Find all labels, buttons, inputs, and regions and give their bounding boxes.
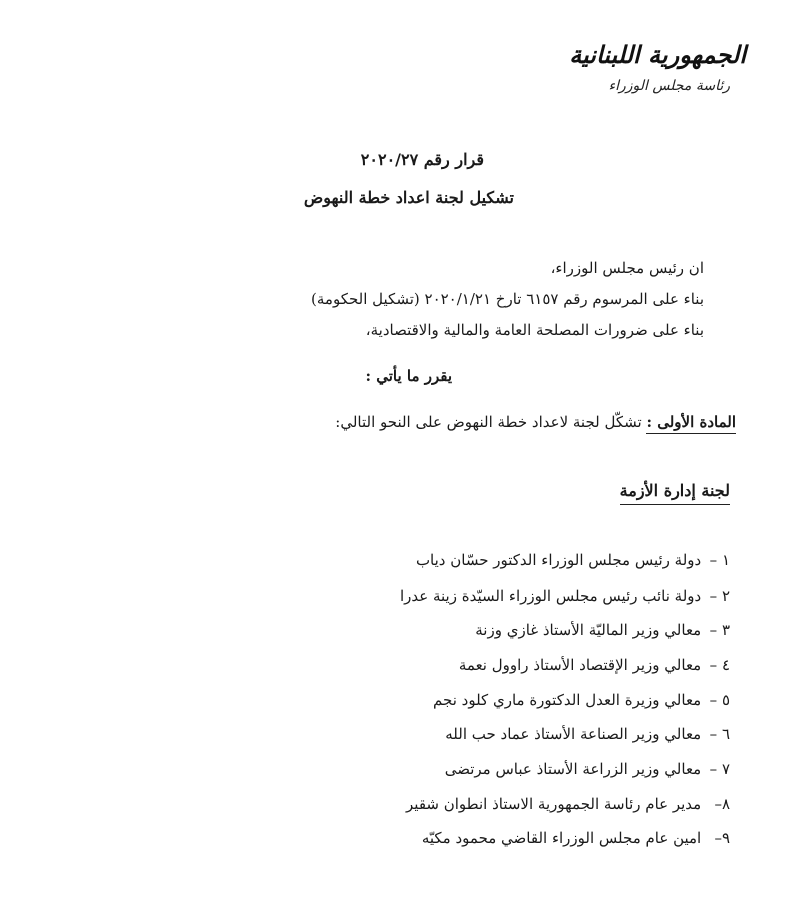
- decision-title: قرار رقم ٢٠٢٠/٢٧: [360, 150, 484, 169]
- member-number: ٧ –: [709, 760, 730, 778]
- member-item: [400, 587, 730, 605]
- member-number: ٤ –: [709, 656, 730, 674]
- member-item: [416, 551, 730, 569]
- preamble-line-2: بناء على المرسوم رقم ٦١٥٧ تارخ ٢٠٢٠/١/٢١ (تشكيل الحكومة): [311, 290, 704, 308]
- member-number: ٢ –: [709, 587, 730, 605]
- member-text: معالي وزير الماليّة الأستاذ غازي وزنة: [475, 621, 702, 639]
- member-item: [475, 621, 730, 639]
- member-item: [433, 691, 730, 709]
- member-number: ٣ –: [709, 621, 730, 639]
- member-item: [445, 760, 730, 778]
- member-text: معالي وزير الزراعة الأستاذ عباس مرتضى: [444, 760, 702, 778]
- member-text: دولة نائب رئيس مجلس الوزراء السيّدة زينة عدرا: [399, 587, 702, 605]
- member-text: معالي وزير الصناعة الأستاذ عماد حب الله: [445, 725, 702, 743]
- article-one-label: المادة الأولى :: [646, 413, 736, 434]
- letterhead-republic: الجمهورية اللبنانية: [569, 40, 746, 69]
- member-item: [445, 725, 730, 743]
- member-number: ٨–: [714, 795, 730, 813]
- decides-heading: يقرر ما يأتي :: [365, 367, 452, 385]
- letterhead-presidency: رئاسة مجلس الوزراء: [608, 78, 730, 94]
- member-text: معالي وزيرة العدل الدكتورة ماري كلود نجم: [433, 691, 702, 709]
- member-text: امين عام مجلس الوزراء القاضي محمود مكيّه: [421, 829, 702, 847]
- committee-title: لجنة إدارة الأزمة: [620, 481, 730, 505]
- member-number: ٦ –: [709, 725, 730, 743]
- preamble-line-1: ان رئيس مجلس الوزراء،: [550, 259, 704, 277]
- member-number: ٥ –: [709, 691, 730, 709]
- member-text: دولة رئيس مجلس الوزراء الدكتور حسّان دياب: [415, 551, 702, 569]
- decision-subtitle: تشكيل لجنة اعداد خطة النهوض: [303, 188, 514, 207]
- member-number: ١ –: [709, 551, 730, 569]
- article-one: [335, 413, 736, 431]
- member-item: [422, 829, 730, 847]
- member-text: مدير عام رئاسة الجمهورية الاستاذ انطوان شقير: [406, 795, 702, 813]
- member-item: [459, 656, 730, 674]
- member-item: [406, 795, 730, 813]
- preamble-line-3: بناء على ضرورات المصلحة العامة والمالية والاقتصادية،: [365, 321, 704, 339]
- member-number: ٩–: [714, 829, 730, 847]
- member-text: معالي وزير الإقتصاد الأستاذ راوول نعمة: [458, 656, 702, 674]
- article-one-text: تشكّل لجنة لاعداد خطة النهوض على النحو التالي:: [335, 413, 647, 431]
